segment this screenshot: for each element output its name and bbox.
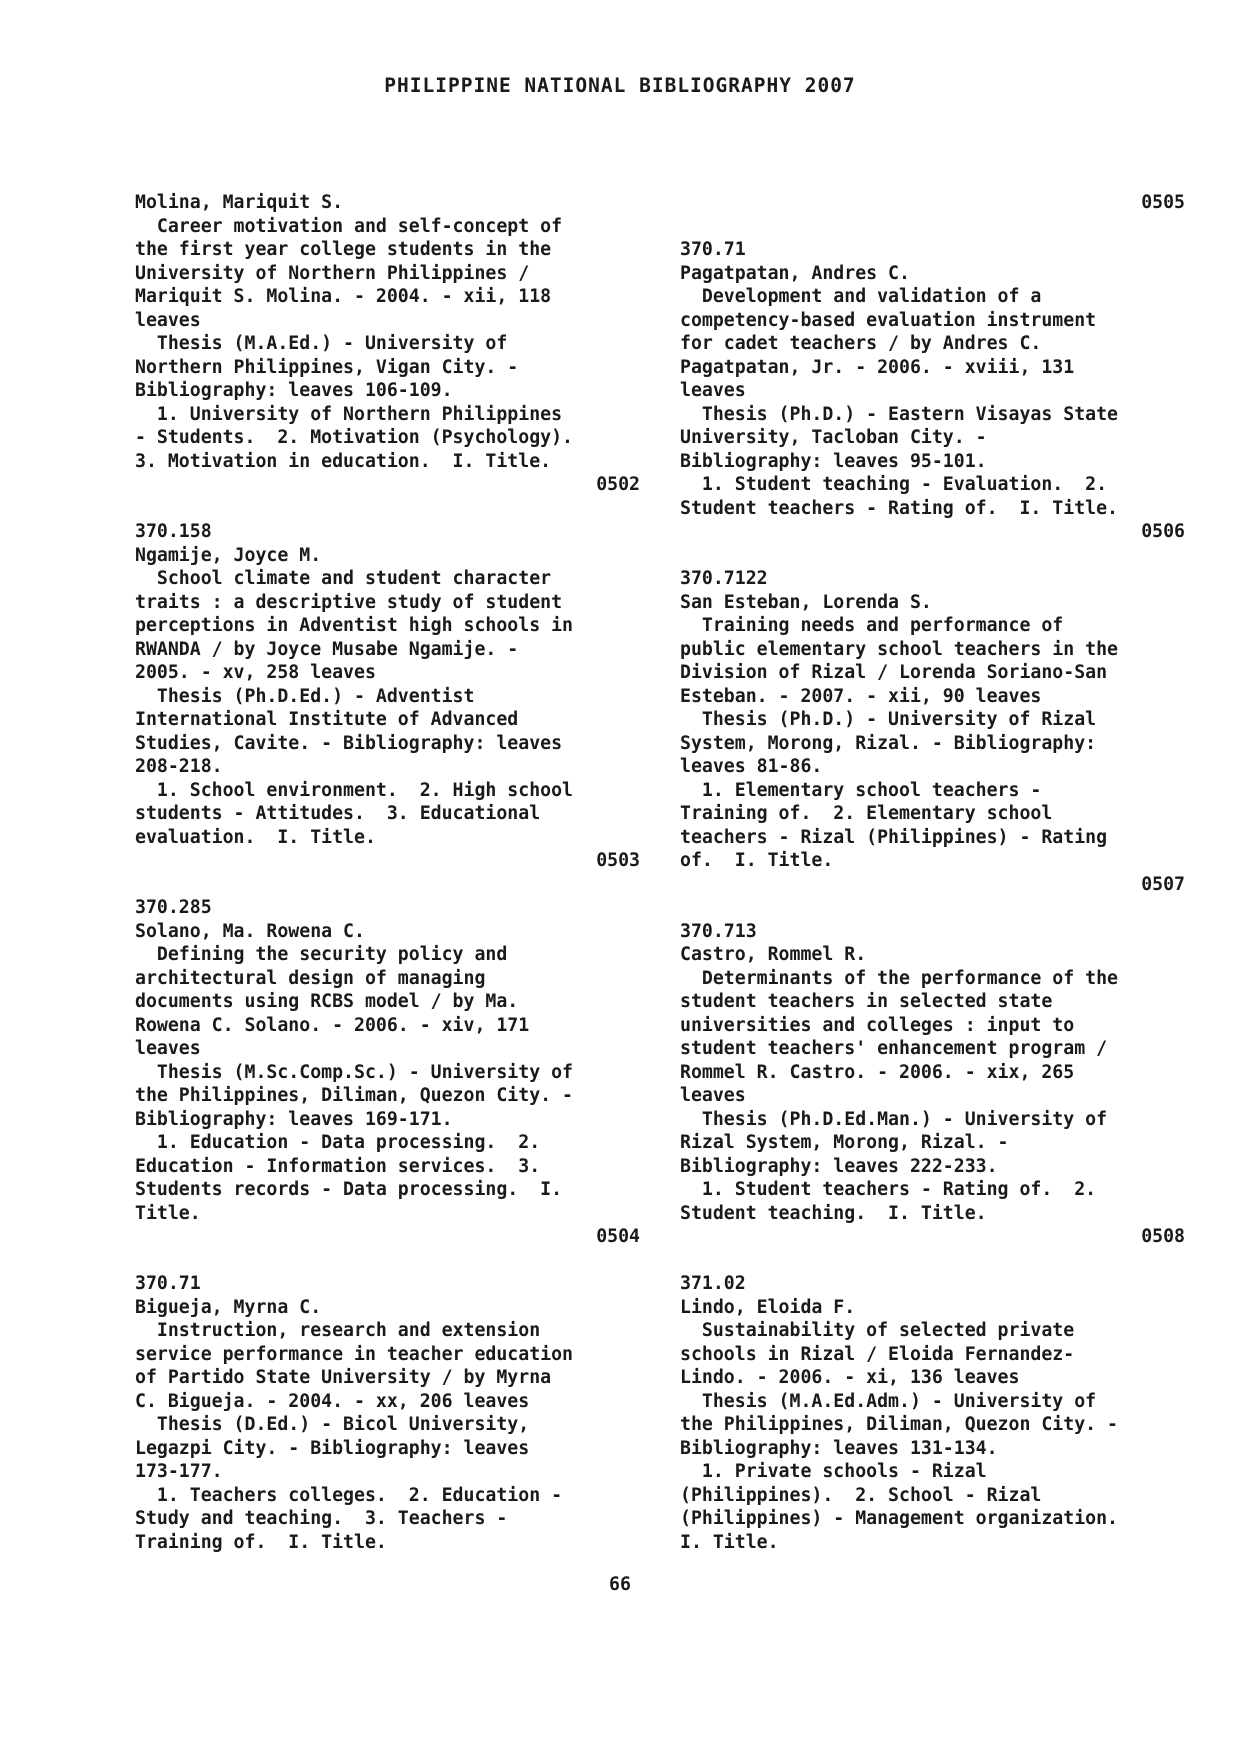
entry-line: Division of Rizal / Lorenda Soriano-San bbox=[680, 662, 1108, 683]
entry-line: Training of. I. Title. bbox=[135, 1531, 387, 1553]
entry-line: Castro, Rommel R. bbox=[680, 944, 867, 965]
entry-line: student teachers' enhancement program / bbox=[680, 1038, 1108, 1059]
bib-entry-0506 bbox=[680, 238, 1185, 544]
entry-number: 0508 bbox=[1141, 1226, 1185, 1247]
entry-line: Thesis (D.Ed.) - Bicol University, bbox=[135, 1414, 530, 1435]
entry-line: Sustainability of selected private bbox=[680, 1320, 1075, 1341]
entry-line: teachers - Rizal (Philippines) - Rating bbox=[680, 826, 1108, 848]
entry-line: Students records - Data processing. I. bbox=[135, 1179, 563, 1200]
entry-line: Lindo. - 2006. - xi, 136 leaves bbox=[680, 1367, 1020, 1388]
entry-line: students - Attitudes. 3. Educational bbox=[135, 803, 541, 824]
entry-line: the Philippines, Diliman, Quezon City. - bbox=[135, 1085, 573, 1106]
entry-line: Training needs and performance of bbox=[680, 615, 1064, 636]
entry-line: leaves bbox=[135, 309, 201, 331]
entry-line: Molina, Mariquit S. bbox=[135, 192, 344, 213]
entry-line: 1. Teachers colleges. 2. Education - bbox=[135, 1484, 563, 1506]
entry-line: Solano, Ma. Rowena C. bbox=[135, 920, 365, 942]
entry-line: Mariquit S. Molina. - 2004. - xii, 118 bbox=[135, 286, 552, 307]
entry-line: service performance in teacher education bbox=[135, 1343, 573, 1365]
entry-line: 208-218. bbox=[135, 756, 223, 777]
entry-line: Title. bbox=[135, 1202, 201, 1224]
entry-line: leaves bbox=[680, 1085, 746, 1106]
entry-line: Thesis (Ph.D.Ed.) - Adventist bbox=[135, 685, 475, 707]
entry-line: for cadet teachers / by Andres C. bbox=[680, 333, 1042, 354]
entry-line: perceptions in Adventist high schools in bbox=[135, 615, 573, 636]
entry-line: Studies, Cavite. - Bibliography: leaves bbox=[135, 732, 563, 754]
entry-line: 3. Motivation in education. I. Title. bbox=[135, 450, 552, 472]
entry-line: San Esteban, Lorenda S. bbox=[680, 591, 932, 613]
entry-line: competency-based evaluation instrument bbox=[680, 309, 1097, 331]
classification-number: 370.713 bbox=[680, 920, 757, 942]
entry-line: 1. Private schools - Rizal bbox=[680, 1461, 987, 1482]
entry-line: Bibliography: leaves 169-171. bbox=[135, 1108, 453, 1130]
entry-line: evaluation. I. Title. bbox=[135, 826, 376, 848]
entry-line: Thesis (Ph.D.Ed.Man.) - University of bbox=[680, 1108, 1108, 1130]
entry-line: 1. University of Northern Philippines bbox=[135, 403, 563, 425]
entry-line: 1. Student teaching - Evaluation. 2. bbox=[680, 474, 1108, 495]
left-column bbox=[135, 191, 640, 1554]
entry-line: Bibliography: leaves 106-109. bbox=[135, 380, 453, 401]
classification-number: 370.158 bbox=[135, 521, 212, 542]
entry-line: universities and colleges : input to bbox=[680, 1014, 1075, 1036]
entry-line: Determinants of the performance of the bbox=[680, 967, 1118, 989]
entry-line: Student teaching. I. Title. bbox=[680, 1202, 987, 1224]
bib-entry-0504 bbox=[135, 896, 640, 1249]
entry-line: public elementary school teachers in the bbox=[680, 638, 1118, 660]
entry-line: Training of. 2. Elementary school bbox=[680, 803, 1053, 824]
entry-line: Bibliography: leaves 131-134. bbox=[680, 1437, 998, 1459]
entry-line: Defining the security policy and bbox=[135, 944, 508, 965]
entry-line: Esteban. - 2007. - xii, 90 leaves bbox=[680, 685, 1042, 707]
entry-number: 0504 bbox=[596, 1226, 640, 1247]
bib-entry-0503 bbox=[135, 520, 640, 873]
entry-line: 1. School environment. 2. High school bbox=[135, 779, 573, 801]
entry-line: Bigueja, Myrna C. bbox=[135, 1296, 322, 1318]
right-column bbox=[680, 191, 1185, 1554]
entry-line: traits : a descriptive study of student bbox=[135, 591, 563, 613]
entry-line: the first year college students in the bbox=[135, 239, 552, 260]
entry-line: Instruction, research and extension bbox=[135, 1320, 541, 1341]
entry-line: student teachers in selected state bbox=[680, 991, 1053, 1012]
entry-line: Lindo, Eloida F. bbox=[680, 1296, 856, 1318]
entry-line: System, Morong, Rizal. - Bibliography: bbox=[680, 732, 1097, 754]
classification-number: 371.02 bbox=[680, 1273, 746, 1294]
entry-line: I. Title. bbox=[680, 1531, 779, 1553]
entry-number: 0506 bbox=[1141, 521, 1185, 542]
entry-line: Study and teaching. 3. Teachers - bbox=[135, 1508, 508, 1529]
entry-line: Rowena C. Solano. - 2006. - xiv, 171 bbox=[135, 1014, 530, 1036]
entry-line: Development and validation of a bbox=[680, 286, 1042, 307]
bib-entry-0507 bbox=[680, 567, 1185, 896]
page-number: 66 bbox=[609, 1574, 631, 1595]
classification-number: 370.71 bbox=[680, 239, 746, 260]
entry-line: (Philippines). 2. School - Rizal bbox=[680, 1484, 1042, 1506]
entry-line: Pagatpatan, Jr. - 2006. - xviii, 131 bbox=[680, 356, 1075, 378]
entry-line: documents using RCBS model / by Ma. bbox=[135, 991, 519, 1012]
entry-line: leaves 81-86. bbox=[680, 756, 823, 777]
entry-line: 1. Education - Data processing. 2. bbox=[135, 1132, 541, 1153]
entry-line: (Philippines) - Management organization. bbox=[680, 1508, 1118, 1529]
entry-line: 1. Student teachers - Rating of. 2. bbox=[680, 1179, 1097, 1200]
entry-line: 2005. - xv, 258 leaves bbox=[135, 662, 376, 683]
entry-line: - Students. 2. Motivation (Psychology). bbox=[135, 427, 573, 448]
entry-line: the Philippines, Diliman, Quezon City. - bbox=[680, 1414, 1118, 1435]
entry-line: of. I. Title. bbox=[680, 850, 834, 871]
entry-line: Pagatpatan, Andres C. bbox=[680, 262, 910, 284]
entry-line: Rizal System, Morong, Rizal. - bbox=[680, 1132, 1009, 1153]
entry-line: Thesis (M.Sc.Comp.Sc.) - University of bbox=[135, 1061, 573, 1083]
entry-line: 173-177. bbox=[135, 1461, 223, 1482]
entry-line: International Institute of Advanced bbox=[135, 709, 519, 730]
entry-line: architectural design of managing bbox=[135, 967, 486, 989]
entry-line: Bibliography: leaves 95-101. bbox=[680, 450, 987, 472]
bib-entry-0508 bbox=[680, 920, 1185, 1249]
bib-entry-0509 bbox=[680, 1272, 1185, 1554]
entry-line: schools in Rizal / Eloida Fernandez- bbox=[680, 1343, 1075, 1365]
classification-number: 370.285 bbox=[135, 897, 212, 918]
entry-line: Legazpi City. - Bibliography: leaves bbox=[135, 1437, 530, 1459]
entry-number: 0503 bbox=[596, 850, 640, 871]
entry-line: Education - Information services. 3. bbox=[135, 1155, 541, 1177]
entry-line: Northern Philippines, Vigan City. - bbox=[135, 356, 519, 378]
entry-line: School climate and student character bbox=[135, 568, 552, 589]
running-title: PHILIPPINE NATIONAL BIBLIOGRAPHY 2007 bbox=[384, 74, 856, 97]
entry-number: 0502 bbox=[596, 474, 640, 495]
entry-line: of Partido State University / by Myrna bbox=[135, 1367, 552, 1388]
entry-line: 1. Elementary school teachers - bbox=[680, 779, 1042, 801]
entry-line: Bibliography: leaves 222-233. bbox=[680, 1155, 998, 1177]
entry-line: RWANDA / by Joyce Musabe Ngamije. - bbox=[135, 638, 519, 660]
entry-line: Rommel R. Castro. - 2006. - xix, 265 bbox=[680, 1061, 1075, 1083]
entry-line: University, Tacloban City. - bbox=[680, 427, 987, 448]
classification-number: 370.71 bbox=[135, 1273, 201, 1294]
bib-entry-0502 bbox=[135, 191, 640, 497]
bib-entry-0505 bbox=[135, 1272, 640, 1554]
entry-line: leaves bbox=[135, 1038, 201, 1059]
entry-line: Thesis (Ph.D.) - Eastern Visayas State bbox=[680, 403, 1118, 425]
entry-line: Thesis (M.A.Ed.) - University of bbox=[135, 333, 508, 354]
entry-line: leaves bbox=[680, 380, 746, 401]
entry-line: Student teachers - Rating of. I. Title. bbox=[680, 497, 1118, 519]
entry-line: Ngamije, Joyce M. bbox=[135, 544, 322, 566]
entry-line: Thesis (M.A.Ed.Adm.) - University of bbox=[680, 1390, 1097, 1412]
entry-line: C. Bigueja. - 2004. - xx, 206 leaves bbox=[135, 1390, 530, 1412]
entry-line: Thesis (Ph.D.) - University of Rizal bbox=[680, 709, 1097, 730]
entry-line: University of Northern Philippines / bbox=[135, 262, 530, 284]
classification-number: 370.7122 bbox=[680, 568, 768, 589]
entry-number: 0507 bbox=[1141, 873, 1185, 895]
entry-number: 0505 bbox=[1141, 192, 1185, 213]
entry-line: Career motivation and self-concept of bbox=[135, 215, 563, 237]
